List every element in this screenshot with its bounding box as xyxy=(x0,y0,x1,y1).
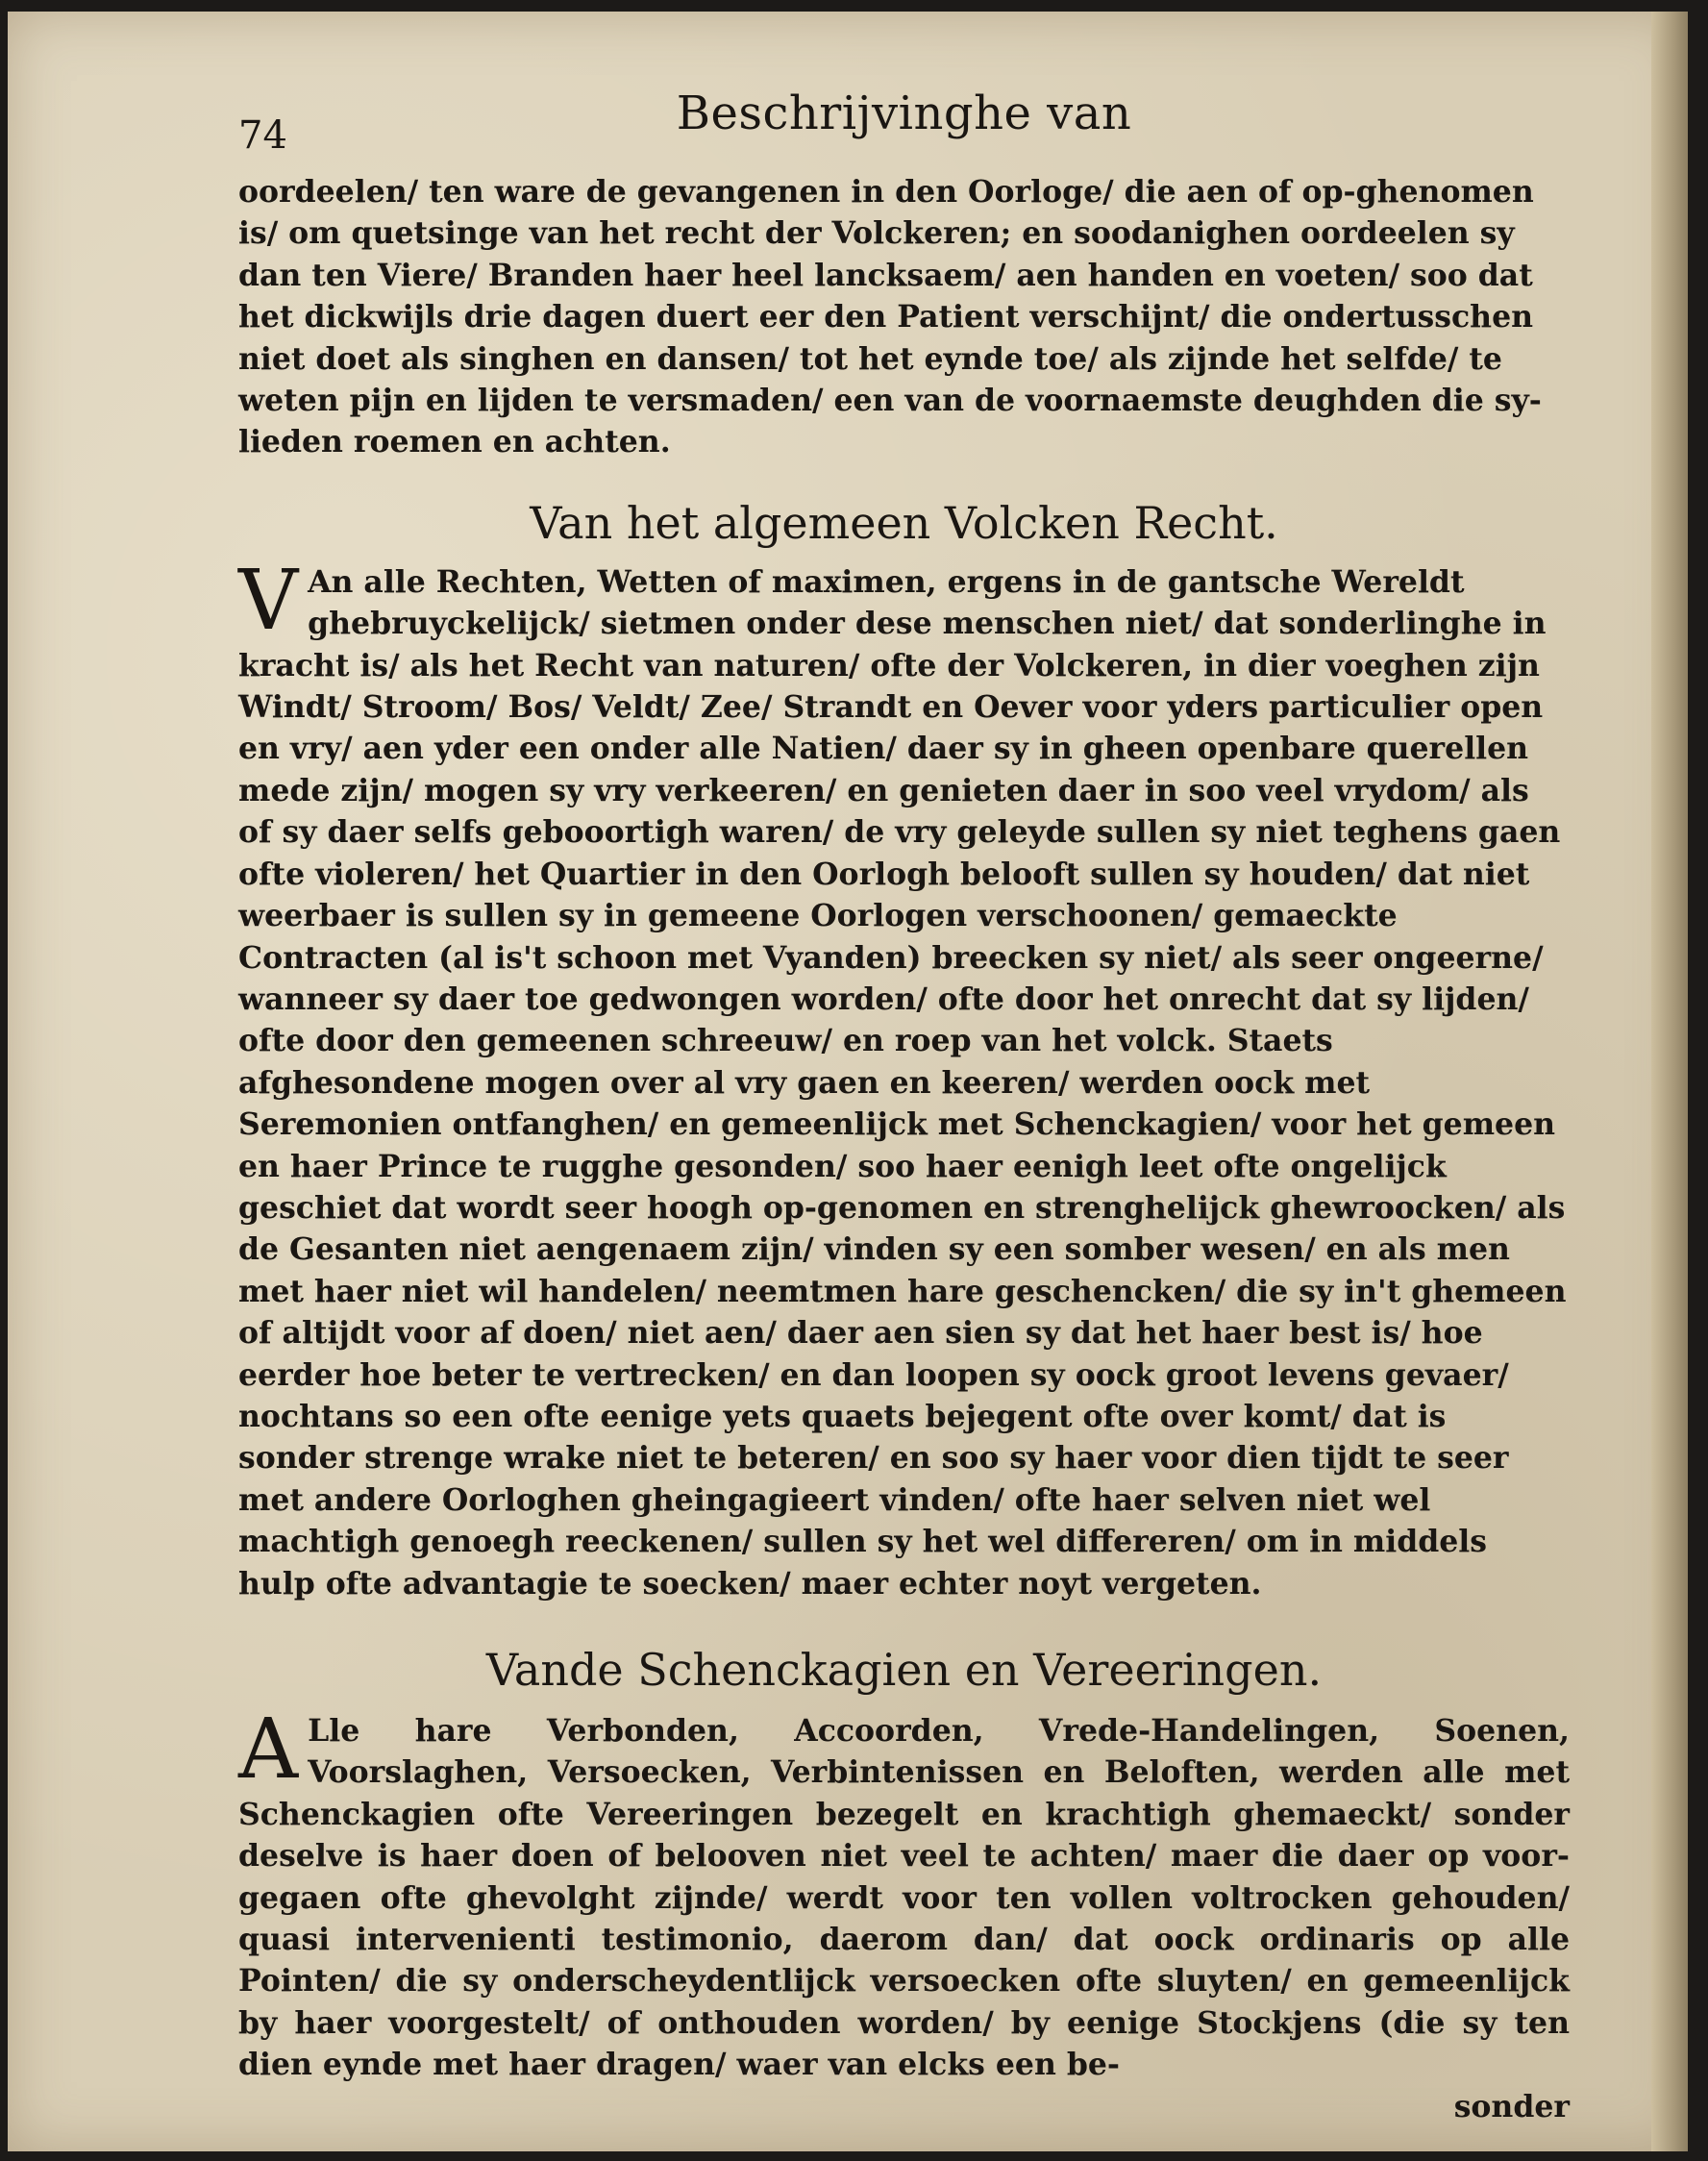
intro-paragraph: oordeelen/ ten ware de gevangenen in den Oorloge/ die aen of op-ghenomen is/ om quetsinge van het recht der Volckeren; en soodanighen oordeelen sy dan ten Viere/ Branden haer heel lancksaem/ aen handen en voeten/ soo dat het dickwijls drie dagen duert eer den Patient verschijnt/ die ondertusschen niet doet als singhen en dansen/ tot het eynde toe/ als zijnde het selfde/ te weten pijn en lijden te versmaden/ een van de voornaemste deughden die sy-lieden roemen en achten. xyxy=(238,174,1542,460)
drop-initial: V xyxy=(238,552,299,649)
page-gutter xyxy=(1651,12,1688,2151)
running-head: Beschrijvinghe van xyxy=(676,87,1132,140)
book-page xyxy=(8,12,1688,2151)
page-number: 74 xyxy=(238,113,287,158)
page-content xyxy=(238,79,1570,2127)
section-heading-schenckagien: Vande Schenckagien en Vereeringen. xyxy=(485,1644,1323,1696)
page-header xyxy=(238,79,1570,171)
drop-initial: A xyxy=(238,1701,299,1798)
section-paragraph-volcken-recht xyxy=(238,552,1570,1604)
section-paragraph-schenckagien xyxy=(238,1701,1570,2086)
paragraph-text: An alle Rechten, Wetten of maximen, ergens in de gantsche Wereldt ghebruyckelijck/ sietmen onder dese menschen niet/ dat sonderlinghe in kracht is/ als het Recht van naturen/ ofte der Volckeren, in dier voeghen zijn Windt/ Stroom/ Bos/ Veldt/ Zee/ Strandt en Oever voor yders particulier open en vry/ aen yder een onder alle Natien/ daer sy in gheen openbare querellen mede zijn/ mogen sy vry verkeeren/ en genieten daer in soo veel vrydom/ als of sy daer selfs gebooortigh waren/ de vry geleyde sullen sy niet teghens gaen ofte violeren/ het Quartier in den Oorlogh belooft sullen sy houden/ dat niet weerbaer is sullen sy in gemeene Oorlogen verschoonen/ gemaeckte Contracten (al is't schoon met Vyanden) breecken sy niet/ als seer ongeerne/ wanneer sy daer toe gedwongen worden/ ofte door het onrecht dat sy lijden/ ofte door den gemeenen schreeuw/ en roep van het volck. Staets afghesondene mogen over al vry gaen en keeren/ werden oock met Seremonien ontfanghen/ en gemeenlijck met Schenckagien/ voor het gemeen en haer Prince te rugghe gesonden/ soo haer eenigh leet ofte ongelijck geschiet dat wordt seer hoogh op-genomen en strenghelijck ghewroocken/ als de Gesanten niet aengenaem zijn/ vinden sy een somber wesen/ en als men met haer niet wil handelen/ neemtmen hare geschencken/ die sy in't ghemeen of altijdt voor af doen/ niet aen/ daer aen sien sy dat het haer best is/ hoe eerder hoe beter te vertrecken/ en dan loopen sy oock groot levens gevaer/ nochtans so een ofte eenige yets quaets bejegent ofte over komt/ dat is sonder strenge wrake niet te beteren/ en soo sy haer voor dien tijdt te seer met andere Oorloghen gheingagieert vinden/ ofte haer selven niet wel machtigh genoegh reeckenen/ sullen sy het wel differeren/ om in middels hulp ofte advantagie te soecken/ maer echter noyt vergeten. xyxy=(238,563,1567,1602)
catchword: sonder xyxy=(1453,2088,1570,2124)
paragraph-text: Lle hare Verbonden, Accoorden, Vrede-Handelingen, Soenen, Voorslaghen, Versoecken, Verbintenissen en Beloften, werden alle met Schenckagien ofte Vereeringen bezegelt en krachtigh ghemaeckt/ sonder deselve is haer doen of belooven niet veel te achten/ maer die daer op voor-gegaen ofte ghevolght zijnde/ werdt voor ten vollen voltrocken gehouden/ quasi intervenienti testimonio, daerom dan/ dat oock ordinaris op alle Pointen/ die sy onderscheydentlijck versoecken ofte sluyten/ en gemeenlijck by haer voorgestelt/ of onthouden worden/ by eenige Stockjens (die sy ten dien eynde met haer dragen/ waer van elcks een be- xyxy=(238,1713,1570,2083)
section-heading-volcken-recht: Van het algemeen Volcken Recht. xyxy=(530,496,1278,549)
